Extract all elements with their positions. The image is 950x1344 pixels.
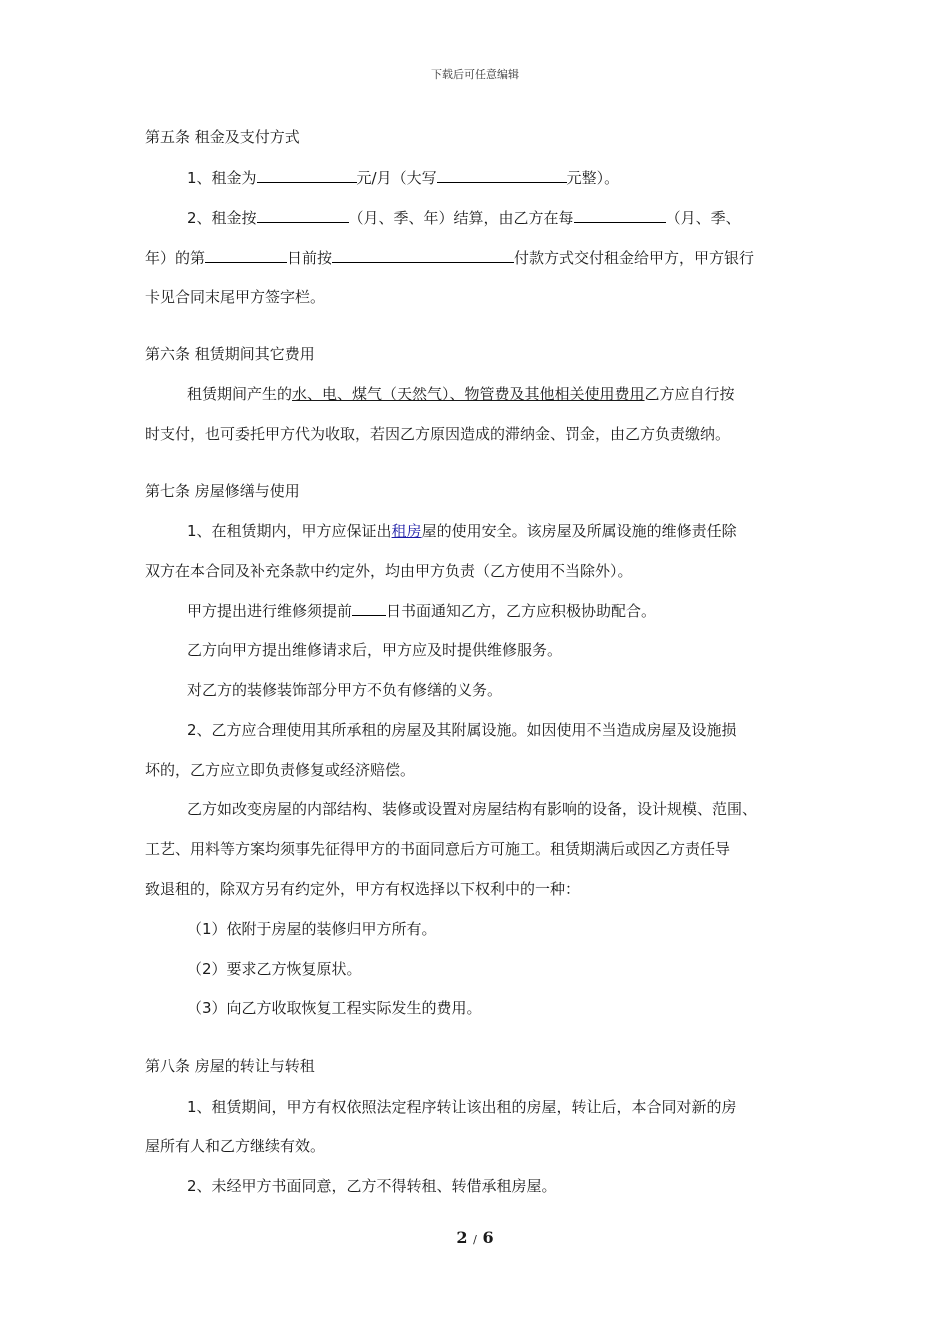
page-separator: / [473, 1233, 477, 1246]
text: 租赁期间产生的 [187, 385, 293, 403]
text: （月、季、年）结算，由乙方在每 [348, 209, 574, 227]
text: 甲方提出进行维修须提前 [187, 602, 353, 620]
current-page: 2 [456, 1228, 468, 1247]
article-5-para-2-end: 卡见合同末尾甲方签字栏。 [145, 288, 326, 306]
article-7-para-1-cont: 双方在本合同及补充条款中约定外，均由甲方负责（乙方使用不当除外）。 [145, 562, 633, 580]
text: 元/月（大写 [356, 169, 437, 187]
article-7-para-6-end: 致退租的，除双方另有约定外，甲方有权选择以下权利中的一种： [145, 880, 581, 898]
article-6-para-1-cont: 时支付，也可委托甲方代为收取，若因乙方原因造成的滞纳金、罚金，由乙方负责缴纳。 [145, 425, 731, 443]
article-6-para-1 [187, 384, 735, 404]
article-7-para-1 [187, 521, 737, 541]
fill-blank [352, 600, 386, 616]
option-3: （3）向乙方收取恢复工程实际发生的费用。 [187, 999, 482, 1017]
fill-blank [332, 247, 514, 263]
article-6-title: 第六条 租赁期间其它费用 [145, 345, 315, 363]
text: 日前按 [287, 249, 333, 267]
page-number [0, 1228, 950, 1247]
page-header: 下载后可任意编辑 [431, 68, 519, 81]
text: 乙方应自行按 [644, 385, 735, 403]
fill-blank [257, 167, 357, 183]
fill-blank [437, 167, 567, 183]
article-7-title: 第七条 房屋修缮与使用 [145, 482, 300, 500]
article-8-para-1-cont: 屋所有人和乙方继续有效。 [145, 1137, 326, 1155]
text: 1、租金为 [187, 169, 257, 187]
fill-blank [257, 207, 349, 223]
article-7-para-5: 2、乙方应合理使用其所承租的房屋及其附属设施。如因使用不当造成房屋及设施损 [187, 721, 737, 739]
text: 屋的使用安全。该房屋及所属设施的维修责任除 [421, 522, 737, 540]
text: （月、季、 [665, 209, 741, 227]
text: 2、租金按 [187, 209, 257, 227]
text: 元整）。 [566, 169, 620, 187]
article-7-para-6-cont: 工艺、用料等方案均须事先征得甲方的书面同意后方可施工。租赁期满后或因乙方责任导 [145, 840, 731, 858]
article-5-para-2-cont [145, 247, 754, 268]
fill-blank [574, 207, 666, 223]
total-pages: 6 [482, 1228, 494, 1247]
article-5-para-1 [187, 167, 619, 188]
text: 1、在租赁期内，甲方应保证出 [187, 522, 392, 540]
text: 日书面通知乙方，乙方应积极协助配合。 [386, 602, 657, 620]
article-5-title: 第五条 租金及支付方式 [145, 128, 300, 146]
article-7-para-2 [187, 600, 656, 621]
option-2: （2）要求乙方恢复原状。 [187, 960, 362, 978]
article-7-para-5-cont: 坏的，乙方应立即负责修复或经济赔偿。 [145, 761, 416, 779]
fill-blank [205, 247, 287, 263]
article-5-para-2 [187, 207, 741, 228]
underlined-text: 水、电、煤气（天然气）、物管费及其他相关使用费用 [292, 385, 645, 403]
rental-link[interactable]: 租房 [391, 522, 422, 540]
option-1: （1）依附于房屋的装修归甲方所有。 [187, 920, 437, 938]
article-8-title: 第八条 房屋的转让与转租 [145, 1057, 315, 1075]
text: 年）的第 [145, 249, 206, 267]
text: 付款方式交付租金给甲方，甲方银行 [514, 249, 755, 267]
article-8-para-2: 2、未经甲方书面同意，乙方不得转租、转借承租房屋。 [187, 1177, 557, 1195]
article-8-para-1: 1、租赁期间，甲方有权依照法定程序转让该出租的房屋，转让后，本合同对新的房 [187, 1098, 737, 1116]
article-7-para-6: 乙方如改变房屋的内部结构、装修或设置对房屋结构有影响的设备，设计规模、范围、 [187, 800, 758, 818]
article-7-para-4: 对乙方的装修装饰部分甲方不负有修缮的义务。 [187, 681, 503, 699]
article-7-para-3: 乙方向甲方提出维修请求后，甲方应及时提供维修服务。 [187, 641, 563, 659]
